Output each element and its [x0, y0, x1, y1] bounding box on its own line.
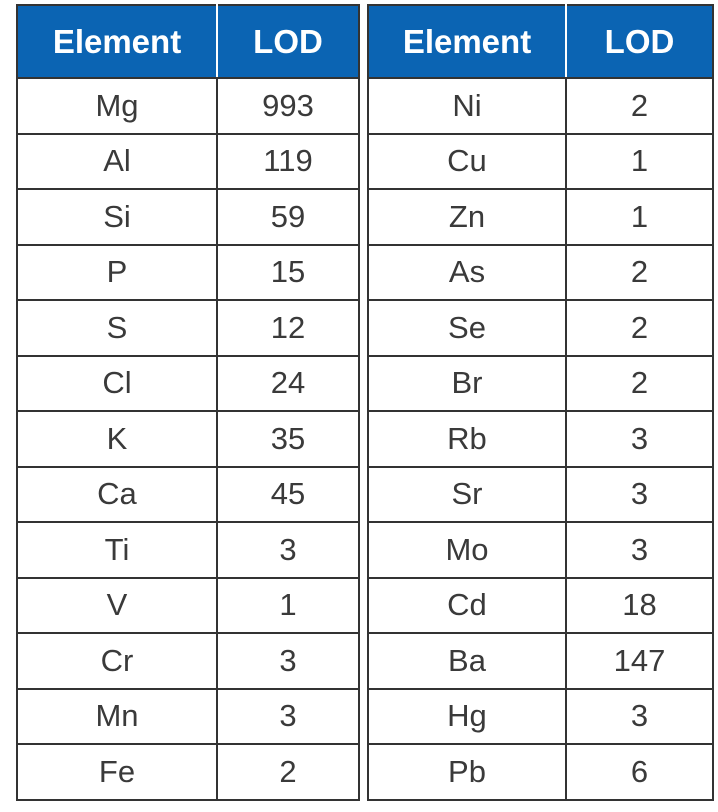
element-cell: Si [17, 189, 217, 245]
lod-cell: 119 [217, 134, 359, 190]
lod-cell: 2 [566, 245, 713, 301]
lod-tables [16, 4, 712, 800]
element-cell: S [17, 300, 217, 356]
lod-cell: 2 [566, 300, 713, 356]
table-row [368, 134, 713, 190]
table-row [368, 411, 713, 467]
header-row [17, 5, 359, 78]
table-row [368, 578, 713, 634]
lod-cell: 15 [217, 245, 359, 301]
lod-cell: 147 [566, 633, 713, 689]
lod-cell: 18 [566, 578, 713, 634]
table-row [368, 356, 713, 412]
table-row [17, 300, 359, 356]
lod-cell: 1 [566, 189, 713, 245]
table-row [17, 134, 359, 190]
table-row [368, 467, 713, 523]
lod-cell: 59 [217, 189, 359, 245]
table-row [17, 578, 359, 634]
lod-cell: 3 [566, 689, 713, 745]
header-row [368, 5, 713, 78]
lod-cell: 24 [217, 356, 359, 412]
table-row [368, 744, 713, 800]
element-cell: Cl [17, 356, 217, 412]
element-cell: Ca [17, 467, 217, 523]
lod-cell: 3 [566, 411, 713, 467]
table-row [17, 356, 359, 412]
lod-cell: 993 [217, 78, 359, 134]
lod-cell: 45 [217, 467, 359, 523]
table-row [17, 744, 359, 800]
element-cell: Fe [17, 744, 217, 800]
column-header-lod: LOD [217, 5, 359, 78]
element-cell: P [17, 245, 217, 301]
element-cell: Ti [17, 522, 217, 578]
lod-table-left-body [17, 78, 359, 800]
table-row [368, 78, 713, 134]
lod-cell: 3 [217, 522, 359, 578]
table-row [368, 245, 713, 301]
lod-cell: 3 [217, 689, 359, 745]
column-header-lod: LOD [566, 5, 713, 78]
element-cell: K [17, 411, 217, 467]
element-cell: Se [368, 300, 566, 356]
lod-cell: 1 [217, 578, 359, 634]
lod-cell: 35 [217, 411, 359, 467]
lod-cell: 6 [630, 753, 649, 789]
column-header-element: Element [368, 5, 566, 78]
element-cell: Cd [368, 578, 566, 634]
lod-cell: 12 [217, 300, 359, 356]
column-header-element: Element [17, 5, 217, 78]
element-cell: Zn [368, 189, 566, 245]
element-cell: Al [17, 134, 217, 190]
element-cell: Mn [17, 689, 217, 745]
table-row [368, 300, 713, 356]
lod-cell: 2 [566, 78, 713, 134]
element-cell: Cr [17, 633, 217, 689]
element-cell: Mg [17, 78, 217, 134]
element-cell: Pb [368, 744, 566, 800]
element-cell: As [368, 245, 566, 301]
table-row [368, 189, 713, 245]
lod-table-right [367, 4, 714, 801]
table-row [368, 522, 713, 578]
element-cell: V [17, 578, 217, 634]
table-row [17, 411, 359, 467]
lod-cell: 3 [566, 522, 713, 578]
lod-cell: 1 [566, 134, 713, 190]
table-row [17, 78, 359, 134]
element-cell: Rb [368, 411, 566, 467]
element-cell: Ba [368, 633, 566, 689]
element-cell: Br [368, 356, 566, 412]
table-row [17, 467, 359, 523]
table-row [17, 522, 359, 578]
element-cell: Mo [368, 522, 566, 578]
lod-cell: 3 [217, 633, 359, 689]
element-cell: Hg [368, 689, 566, 745]
element-cell: Sr [368, 467, 566, 523]
element-cell: Ni [368, 78, 566, 134]
lod-table-left [16, 4, 360, 801]
lod-table-right-body [368, 78, 713, 800]
table-row [17, 245, 359, 301]
table-row [17, 633, 359, 689]
table-row [368, 689, 713, 745]
table-row [17, 189, 359, 245]
lod-cell: 2 [566, 356, 713, 412]
table-row [368, 633, 713, 689]
lod-cell: 3 [566, 467, 713, 523]
lod-cell: 2 [279, 753, 297, 789]
element-cell: Cu [368, 134, 566, 190]
table-row [17, 689, 359, 745]
